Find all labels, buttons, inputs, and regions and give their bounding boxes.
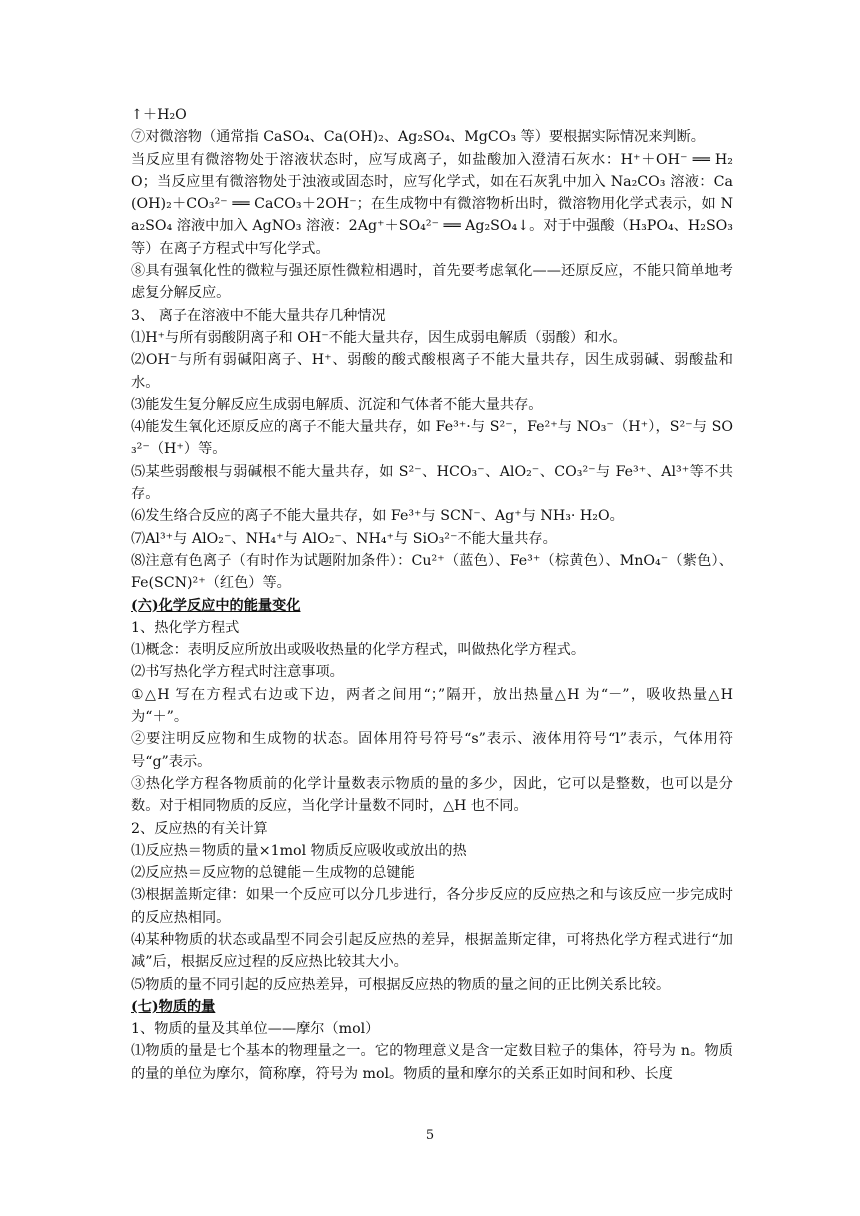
section-heading: 3、 离子在溶液中不能大量共存几种情况 [131,307,386,324]
paragraph: ⑶根据盖斯定律：如果一个反应可以分几步进行，各分步反应的反应热之和与该反应一步完成时的反应热相同。 [131,887,733,926]
paragraph: ⑴反应热＝物质的量×1mol 物质反应吸收或放出的热 [131,842,467,859]
section-heading: 1、热化学方程式 [131,619,240,636]
paragraph: ⑴物质的量是七个基本的物理量之一。它的物理意义是含一定数目粒子的集体，符号为 n。物质的量的单位为摩尔，简称摩，符号为 mol。物质的量和摩尔的关系正如时间和秒、长度 [131,1043,733,1082]
paragraph: ⑵书写热化学方程式时注意事项。 [131,664,344,681]
paragraph: ⑸某些弱酸根与弱碱根不能大量共存，如 S²⁻、HCO₃⁻、AlO₂⁻、CO₃²⁻与 Fe³⁺、Al³⁺等不共存。 [131,463,733,503]
paragraph: ⑴H⁺与所有弱酸阴离子和 OH⁻不能大量共存，因生成弱电解质（弱酸）和水。 [131,329,627,346]
page-number: 5 [425,1128,435,1143]
paragraph: ⑸物质的量不同引起的反应热差异，可根据反应热的物质的量之间的正比例关系比较。 [131,976,671,993]
chapter-heading: (七)物质的量 [131,998,216,1015]
paragraph: ③热化学方程各物质前的化学计量数表示物质的量的多少，因此，它可以是整数，也可以是分数。对于相同物质的反应，当化学计量数不同时，△H 也不同。 [131,775,733,815]
paragraph: ⑧具有强氧化性的微粒与强还原性微粒相遇时，首先要考虑氧化——还原反应，不能只简单地考虑复分解反应。 [131,263,733,302]
paragraph: ②要注明反应物和生成物的状态。固体用符号符号“s”表示、液体用符号“l”表示，气体用符号“g”表示。 [131,731,733,770]
page-body [131,104,733,1085]
paragraph: ⑵OH⁻与所有弱碱阳离子、H⁺、弱酸的酸式酸根离子不能大量共存，因生成弱碱、弱酸盐和水。 [131,352,733,391]
section-heading: 2、反应热的有关计算 [131,820,268,837]
paragraph: ⑻注意有色离子（有时作为试题附加条件）：Cu²⁺（蓝色）、Fe³⁺（棕黄色）、MnO₄⁻（紫色）、Fe(SCN)²⁺（红色）等。 [131,552,733,592]
paragraph: ⑺Al³⁺与 AlO₂⁻、NH₄⁺与 AlO₂⁻、NH₄⁺与 SiO₃²⁻不能大量共存。 [131,530,557,547]
paragraph: ⑦对微溶物（通常指 CaSO₄、Ca(OH)₂、Ag₂SO₄、MgCO₃ 等）要根据实际情况来判断。 [131,129,705,146]
chapter-heading: (六)化学反应中的能量变化 [131,597,301,614]
paragraph: ⑶能发生复分解反应生成弱电解质、沉淀和气体者不能大量共存。 [131,396,543,413]
paragraph: ⑵反应热＝反应物的总键能－生成物的总键能 [131,865,415,882]
paragraph: ⑴概念：表明反应所放出或吸收热量的化学方程式，叫做热化学方程式。 [131,642,586,659]
paragraph: ⑹发生络合反应的离子不能大量共存，如 Fe³⁺与 SCN⁻、Ag⁺与 NH₃· H₂O。 [131,508,624,525]
paragraph: 当反应里有微溶物处于溶液状态时，应写成离子，如盐酸加入澄清石灰水：H⁺＋OH⁻ ══ H₂O；当反应里有微溶物处于浊液或固态时，应写化学式，如在石灰乳中加入 Na₂CO₃ 溶液：Ca(OH)₂＋CO₃²⁻ ══ CaCO₃＋2OH⁻；在生成物中有微溶物析出时，微溶物用化学式表示，如 Na₂SO₄ 溶液中加入 AgNO₃ 溶液：2Ag⁺＋SO₄²⁻ ══ Ag₂SO₄↓。对于中强酸（H₃PO₄、H₂SO₃ 等）在离子方程式中写化学式。 [131,151,733,257]
paragraph: ①△H 写在方程式右边或下边，两者之间用“；”隔开，放出热量△H 为“－”，吸收热量△H 为“＋”。 [131,686,733,726]
paragraph: ⑷某种物质的状态或晶型不同会引起反应热的差异，根据盖斯定律，可将热化学方程式进行“加减”后，根据反应过程的反应热比较其大小。 [131,931,733,971]
section-heading: 1、物质的量及其单位——摩尔（mol） [131,1021,380,1038]
paragraph: ↑＋H₂O [131,107,187,123]
paragraph: ⑷能发生氧化还原反应的离子不能大量共存，如 Fe³⁺·与 S²⁻，Fe²⁺与 NO₃⁻（H⁺），S²⁻与 SO₃²⁻（H⁺）等。 [131,419,733,458]
